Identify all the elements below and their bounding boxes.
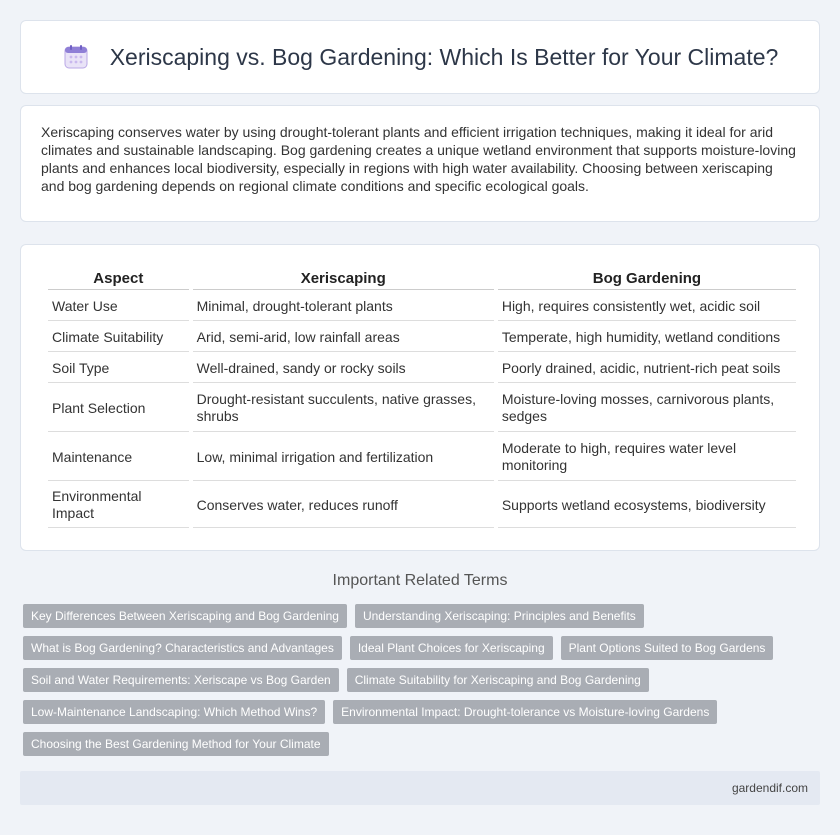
- table-cell: Climate Suitability: [48, 323, 189, 352]
- intro-card: [20, 105, 820, 222]
- footer-site-link[interactable]: gardendif.com: [731, 781, 808, 795]
- tag-row: [23, 636, 813, 660]
- comparison-card: [20, 244, 820, 551]
- table-cell: Supports wetland ecosystems, biodiversity: [498, 483, 796, 528]
- related-term-tag[interactable]: Plant Options Suited to Bog Gardens: [561, 636, 774, 660]
- column-header: Bog Gardening: [498, 267, 796, 290]
- table-cell: Conserves water, reduces runoff: [193, 483, 494, 528]
- table-cell: Maintenance: [48, 434, 189, 481]
- related-term-tag[interactable]: Low-Maintenance Landscaping: Which Method Wins?: [23, 700, 325, 724]
- related-term-tag[interactable]: Ideal Plant Choices for Xeriscaping: [350, 636, 553, 660]
- table-cell: Low, minimal irrigation and fertilization: [193, 434, 494, 481]
- table-cell: Poorly drained, acidic, nutrient-rich peat soils: [498, 354, 796, 383]
- table-header-row: [48, 267, 796, 290]
- tag-row: [23, 604, 813, 628]
- footer: [20, 771, 820, 805]
- table-row: [48, 483, 796, 528]
- table-cell: High, requires consistently wet, acidic soil: [498, 292, 796, 321]
- related-terms: [23, 604, 813, 764]
- calendar-icon: [62, 43, 90, 71]
- table-cell: Drought-resistant succulents, native grasses, shrubs: [193, 385, 494, 432]
- table-row: [48, 292, 796, 321]
- related-term-tag[interactable]: Choosing the Best Gardening Method for Your Climate: [23, 732, 329, 756]
- table-cell: Well-drained, sandy or rocky soils: [193, 354, 494, 383]
- related-term-tag[interactable]: Environmental Impact: Drought-tolerance vs Moisture-loving Gardens: [333, 700, 717, 724]
- table-cell: Moisture-loving mosses, carnivorous plants, sedges: [498, 385, 796, 432]
- table-row: [48, 323, 796, 352]
- tag-row: [23, 700, 813, 724]
- table-cell: Plant Selection: [48, 385, 189, 432]
- column-header: Xeriscaping: [193, 267, 494, 290]
- related-term-tag[interactable]: Key Differences Between Xeriscaping and Bog Gardening: [23, 604, 347, 628]
- table-cell: Water Use: [48, 292, 189, 321]
- related-terms-title: Important Related Terms: [332, 572, 508, 589]
- table-cell: Temperate, high humidity, wetland conditions: [498, 323, 796, 352]
- related-term-tag[interactable]: Soil and Water Requirements: Xeriscape vs Bog Garden: [23, 668, 339, 692]
- table-cell: Minimal, drought-tolerant plants: [193, 292, 494, 321]
- table-cell: Environmental Impact: [48, 483, 189, 528]
- related-term-tag[interactable]: Understanding Xeriscaping: Principles and Benefits: [355, 604, 644, 628]
- column-header: Aspect: [48, 267, 189, 290]
- table-row: [48, 385, 796, 432]
- table-cell: Moderate to high, requires water level monitoring: [498, 434, 796, 481]
- related-term-tag[interactable]: Climate Suitability for Xeriscaping and Bog Gardening: [347, 668, 649, 692]
- table-cell: Arid, semi-arid, low rainfall areas: [193, 323, 494, 352]
- table-row: [48, 354, 796, 383]
- tag-row: [23, 732, 813, 756]
- intro-text: Xeriscaping conserves water by using drought-tolerant plants and efficient irrigation techniques, making it ideal for arid climates and sustainable landscaping. Bog gardening creates a unique wetland environment that supports moisture-loving plants and enhances local biodiversity, especially in regions with high water availability. Choosing between xeriscaping and bog gardening depends on regional climate conditions and specific ecological goals.: [41, 124, 796, 194]
- comparison-table: [44, 265, 800, 530]
- header-card: [20, 20, 820, 94]
- page-title: Xeriscaping vs. Bog Gardening: Which Is Better for Your Climate?: [109, 43, 779, 70]
- table-row: [48, 434, 796, 481]
- table-cell: Soil Type: [48, 354, 189, 383]
- related-term-tag[interactable]: What is Bog Gardening? Characteristics and Advantages: [23, 636, 342, 660]
- tag-row: [23, 668, 813, 692]
